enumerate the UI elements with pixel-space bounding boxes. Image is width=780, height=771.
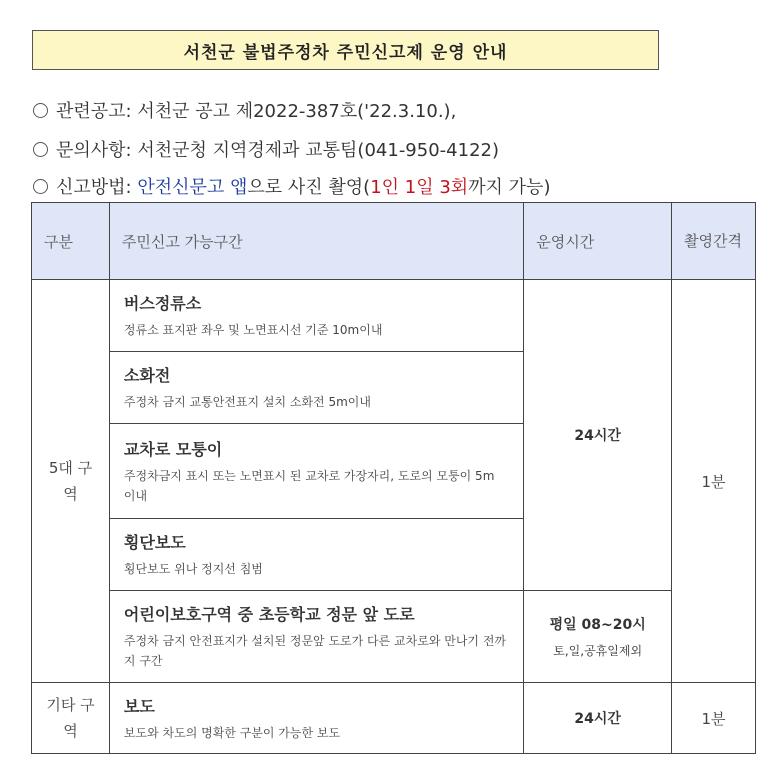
area-desc: 주정차금지 표시 또는 노면표시 된 교차로 가장자리, 도로의 모퉁이 5m 이내 [123, 468, 495, 503]
info-notice [33, 97, 456, 123]
table-header-row [32, 203, 756, 280]
area-intersection-corner [109, 424, 523, 519]
interval-five-zones: 1분 [672, 280, 756, 683]
zone-table [31, 202, 756, 754]
area-desc: 주정차 금지 교통안전표지 설치 소화전 5m이내 [123, 395, 371, 409]
circle-bullet-icon [33, 179, 48, 194]
area-title: 보도 [123, 696, 155, 716]
area-title: 소화전 [123, 366, 171, 385]
school-time-note: 토,일,공휴일제외 [553, 644, 643, 658]
area-title: 교차로 모퉁이 [123, 439, 223, 459]
area-desc: 주정차 금지 안전표지가 설치된 정문앞 도로가 다른 교차로와 만나기 전까지 구간 [123, 634, 507, 668]
area-title: 어린이보호구역 중 초등학교 정문 앞 도로 [123, 605, 415, 624]
info-method-limit: 1인 1일 3회 [370, 177, 469, 198]
table-row [32, 591, 756, 683]
time-sidewalk: 24시간 [524, 683, 672, 754]
info-notice-text: 관련공고: 서천군 공고 제2022-387호('22.3.10.), [56, 101, 457, 122]
header-interval: 촬영간격 [672, 203, 756, 280]
area-bus-stop [109, 280, 523, 352]
info-method-mid: 으로 사진 촬영( [247, 177, 371, 198]
circle-bullet-icon [33, 103, 48, 118]
header-category: 구분 [32, 203, 110, 280]
category-other-zones: 기타 구역 [32, 683, 110, 754]
header-area: 주민신고 가능구간 [109, 203, 523, 280]
header-time: 운영시간 [524, 203, 672, 280]
interval-sidewalk: 1분 [672, 683, 756, 754]
info-contact-text: 문의사항: 서천군청 지역경제과 교통팀(041-950-4122) [56, 140, 499, 161]
time-school-zone [524, 591, 672, 683]
area-sidewalk [109, 683, 523, 754]
info-method-prefix: 신고방법: [56, 177, 138, 198]
info-method-app: 안전신문고 앱 [137, 177, 248, 198]
category-five-zones: 5대 구역 [32, 280, 110, 683]
area-desc: 보도와 차도의 명확한 구분이 가능한 보도 [123, 725, 341, 740]
table-row [32, 280, 756, 352]
area-title: 횡단보도 [123, 533, 186, 552]
area-crosswalk [109, 519, 523, 591]
time-24h: 24시간 [524, 280, 672, 591]
info-contact [33, 136, 499, 162]
page-title: 서천군 불법주정차 주민신고제 운영 안내 [32, 30, 659, 70]
area-desc: 횡단보도 위나 정지선 침범 [123, 562, 263, 576]
circle-bullet-icon [33, 142, 48, 157]
info-method [33, 173, 550, 199]
school-time: 평일 08~20시 [549, 617, 646, 633]
area-school-zone [109, 591, 523, 683]
area-desc: 정류소 표지판 좌우 및 노면표시선 기준 10m이내 [123, 323, 383, 337]
info-method-suffix: 까지 가능) [468, 177, 551, 198]
table-row [32, 683, 756, 754]
area-title: 버스정류소 [123, 294, 202, 313]
area-hydrant [109, 352, 523, 424]
